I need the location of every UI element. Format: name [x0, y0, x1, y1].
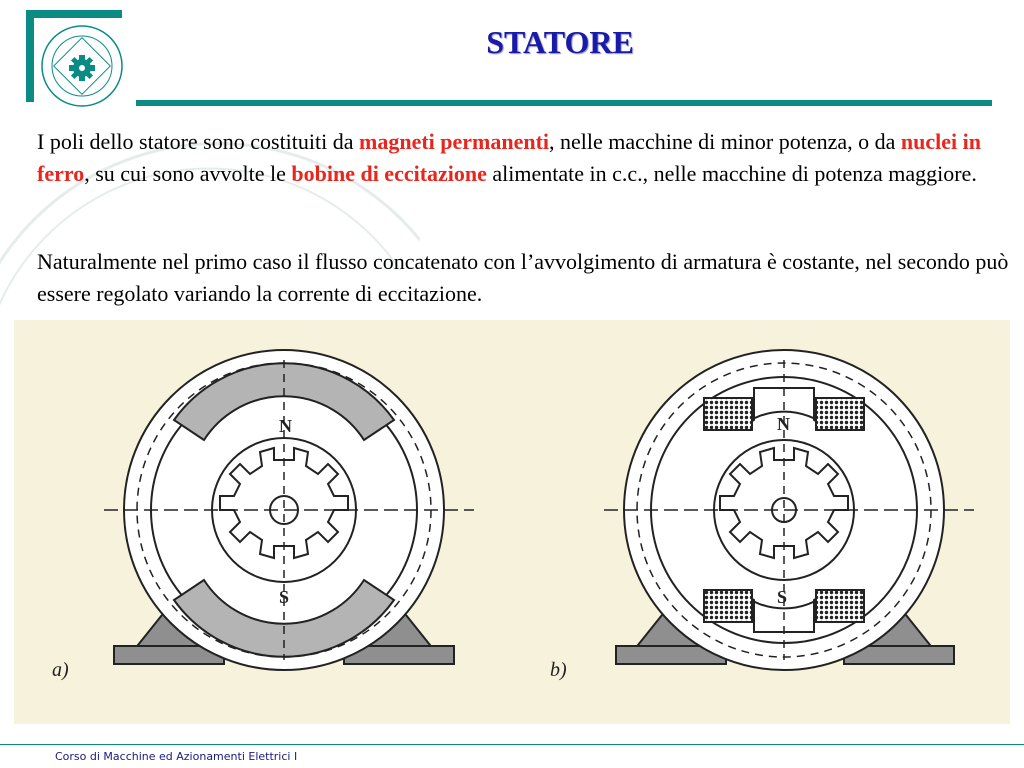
stator-figure	[14, 320, 1010, 724]
para1-text-4: alimentate in c.c., nelle macchine di potenza maggiore.	[486, 161, 977, 186]
diagram-a-south-pole: S	[279, 587, 290, 607]
diagram-b-north-pole: N	[777, 414, 790, 434]
header-corner-horizontal	[26, 10, 122, 18]
para1-text-3: , su cui sono avvolte le	[84, 161, 292, 186]
diagram-b-south-pole: S	[777, 587, 788, 607]
diagram-b-label: b)	[550, 659, 567, 681]
footer-rule	[0, 744, 1024, 745]
title-underline	[136, 100, 992, 106]
footer-course-name: Corso di Macchine ed Azionamenti Elettrici I	[55, 750, 298, 763]
header-corner-vertical	[26, 10, 34, 102]
para1-text-1: I poli dello statore sono costituiti da	[37, 129, 360, 154]
paragraph-poles	[37, 126, 1017, 190]
para1-text-2: , nelle macchine di minor potenza, o da	[549, 129, 901, 154]
highlight-permanent-magnets: magneti permanenti	[359, 129, 550, 154]
page-title: STATORE	[486, 24, 634, 60]
politecnico-logo	[40, 24, 124, 108]
paragraph-flux: Naturalmente nel primo caso il flusso concatenato con l’avvolgimento di armatura è costante, nel secondo può essere regolato variando la corrente di eccitazione.	[37, 249, 1009, 306]
highlight-iron-cores: nuclei in ferro	[37, 129, 981, 186]
diagram-a-label: a)	[52, 659, 69, 681]
highlight-excitation-coils: bobine di eccitazione	[291, 161, 487, 186]
diagram-a-north-pole: N	[279, 416, 292, 436]
